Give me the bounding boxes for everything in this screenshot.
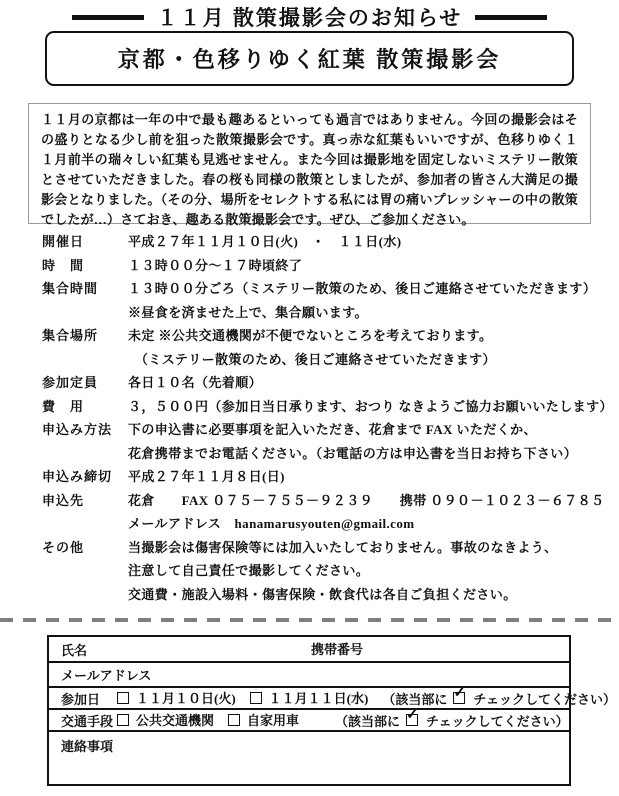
- detail-value: メールアドレス hanamarusyouten@gmail.com: [128, 516, 415, 531]
- detail-value: （ミステリー散策のため、後日ご連絡させていただきます）: [128, 351, 496, 367]
- detail-line: [42, 559, 598, 583]
- detail-line: [42, 301, 598, 325]
- detail-label: [42, 583, 128, 607]
- note-prefix: （該当部に: [382, 691, 448, 707]
- event-title-box: [45, 31, 574, 86]
- empty-checkbox-icon: [228, 714, 240, 726]
- detail-label: その他: [42, 539, 85, 555]
- title-rule-left: [72, 15, 144, 20]
- date-options: [117, 688, 382, 708]
- checkbox-option-label: 公共交通機関: [136, 713, 215, 729]
- detail-label: [42, 559, 128, 583]
- checkbox-option: [250, 688, 369, 707]
- detail-value: 平成２７年１１月１０日(火) ・ １１日(水): [128, 234, 402, 249]
- detail-line: [42, 465, 598, 489]
- form-row-email: [49, 663, 569, 688]
- detail-value: 花倉携帯までお電話ください。（お電話の方は申込書を当日お持ち下さい）: [128, 445, 578, 461]
- detail-label: 集合時間: [42, 281, 99, 296]
- detail-line: [42, 395, 613, 419]
- note-suffix: チェックしてください）: [473, 691, 616, 707]
- detail-label: [42, 512, 128, 536]
- checkbox-option: [117, 710, 214, 729]
- transport-options: [117, 710, 313, 730]
- checkbox-option: [228, 710, 299, 729]
- checkbox-option-label: １１月１０日(火): [136, 691, 236, 707]
- detail-value: 当撮影会は傷害保険等には加入いたしておりません。事故のなきよう、: [128, 539, 558, 555]
- phone-field-label: 携帯番号: [311, 642, 364, 657]
- intro-text: １１月の京都は一年の中で最も趣あるといっても過言ではありません。今回の撮影会はその盛りとなる少し前を狙った散策撮影会です。真っ赤な紅葉もいいですが、色移りゆく１１月前半の瑞々しい紅葉も見逃せません。また今回は撮影地を固定しないミステリー散策とさせていただきました。春の桜も同様の散策としましたが、参加者の皆さん大満足の撮影会となりました。（その分、場所をセレクトする私には胃の痛いプレッシャーの中の散策でしたが…）さておき、趣ある散策撮影会です。ぜひ、ご参加ください。: [41, 112, 578, 227]
- form-row-name-phone: [49, 637, 569, 663]
- form-row-date: [49, 688, 616, 710]
- detail-value: １３時００分～１７時頃終了: [128, 257, 303, 273]
- detail-value: 交通費・施設入場料・傷害保険・飲食代は各自ご負担ください。: [128, 586, 517, 602]
- detail-label: 開催日: [42, 234, 85, 249]
- intro-box: [28, 103, 591, 227]
- detail-value: 未定 ※公共交通機関が不便でないところを考えております。: [128, 328, 493, 343]
- detail-line: [42, 371, 598, 395]
- event-details-list: [42, 230, 613, 606]
- detail-line: [42, 442, 598, 466]
- detail-label: 申込み締切: [42, 469, 113, 484]
- document-header: [0, 2, 619, 32]
- checked-checkbox-icon: [406, 714, 418, 726]
- form-row-transport: [49, 710, 569, 732]
- event-title: 京都・色移りゆく紅葉 散策撮影会: [117, 47, 502, 72]
- detail-value: 下の申込書に必要事項を記入いただき、花倉まで FAX いただくか、: [128, 422, 537, 437]
- application-form-table: [47, 635, 616, 786]
- detail-value: ※昼食を済ませた上で、集合願います。: [128, 304, 368, 320]
- email-field-label: メールアドレス: [61, 668, 152, 683]
- empty-checkbox-icon: [117, 714, 129, 726]
- detail-line: [42, 489, 605, 513]
- empty-checkbox-icon: [117, 692, 129, 704]
- form-row-notes: [49, 732, 569, 784]
- checkbox-option-label: １１月１１日(水): [268, 691, 369, 707]
- detail-line: [42, 324, 598, 348]
- detail-label: 申込先: [42, 492, 85, 508]
- detail-value: ３，５００円（参加日当日承ります、おつり なきようご協力お願いいたします）: [128, 398, 613, 414]
- detail-label: 集合場所: [42, 328, 99, 343]
- note-suffix: チェックしてください）: [426, 713, 569, 729]
- detail-label: [42, 348, 128, 372]
- detail-value: １３時００分ごろ（ミステリー散策のため、後日ご連絡させていただきます）: [128, 281, 597, 296]
- detail-line: [42, 418, 598, 442]
- detail-value: 注意して自己責任で撮影してください。: [128, 563, 370, 578]
- detail-line: [42, 348, 598, 372]
- detail-value: 平成２７年１１月８日(日): [128, 469, 285, 484]
- note-prefix: （該当部に: [335, 713, 401, 729]
- title-rule-right: [475, 15, 547, 20]
- detail-line: [42, 512, 598, 536]
- detail-line: [42, 583, 598, 607]
- transport-check-note: [335, 711, 569, 730]
- checkbox-option-label: 自家用車: [247, 713, 300, 729]
- page-title: １１月 散策撮影会のお知らせ: [156, 6, 463, 30]
- name-field-label: 氏名: [61, 642, 88, 658]
- detail-label: [42, 442, 128, 466]
- detail-label: 時 間: [42, 257, 85, 273]
- detail-label: 申込み方法: [42, 422, 113, 437]
- date-row-label: 参加日: [61, 691, 101, 707]
- checkbox-option: [117, 688, 236, 707]
- cut-line: [0, 618, 619, 622]
- transport-row-label: 交通手段: [61, 713, 114, 729]
- detail-line: [42, 277, 598, 301]
- detail-line: [42, 254, 598, 278]
- detail-line: [42, 230, 598, 254]
- detail-label: 参加定員: [42, 375, 99, 390]
- detail-label: [42, 301, 128, 325]
- checked-checkbox-icon: [453, 692, 465, 704]
- empty-checkbox-icon: [250, 692, 262, 704]
- detail-label: 費 用: [42, 398, 85, 414]
- detail-value: 花倉 FAX ０７５－７５５－９２３９ 携帯 ０９０－１０２３－６７８５: [128, 492, 605, 508]
- notes-field-label: 連絡事項: [61, 739, 114, 754]
- detail-line: [42, 536, 598, 560]
- detail-value: 各日１０名（先着順）: [128, 375, 263, 390]
